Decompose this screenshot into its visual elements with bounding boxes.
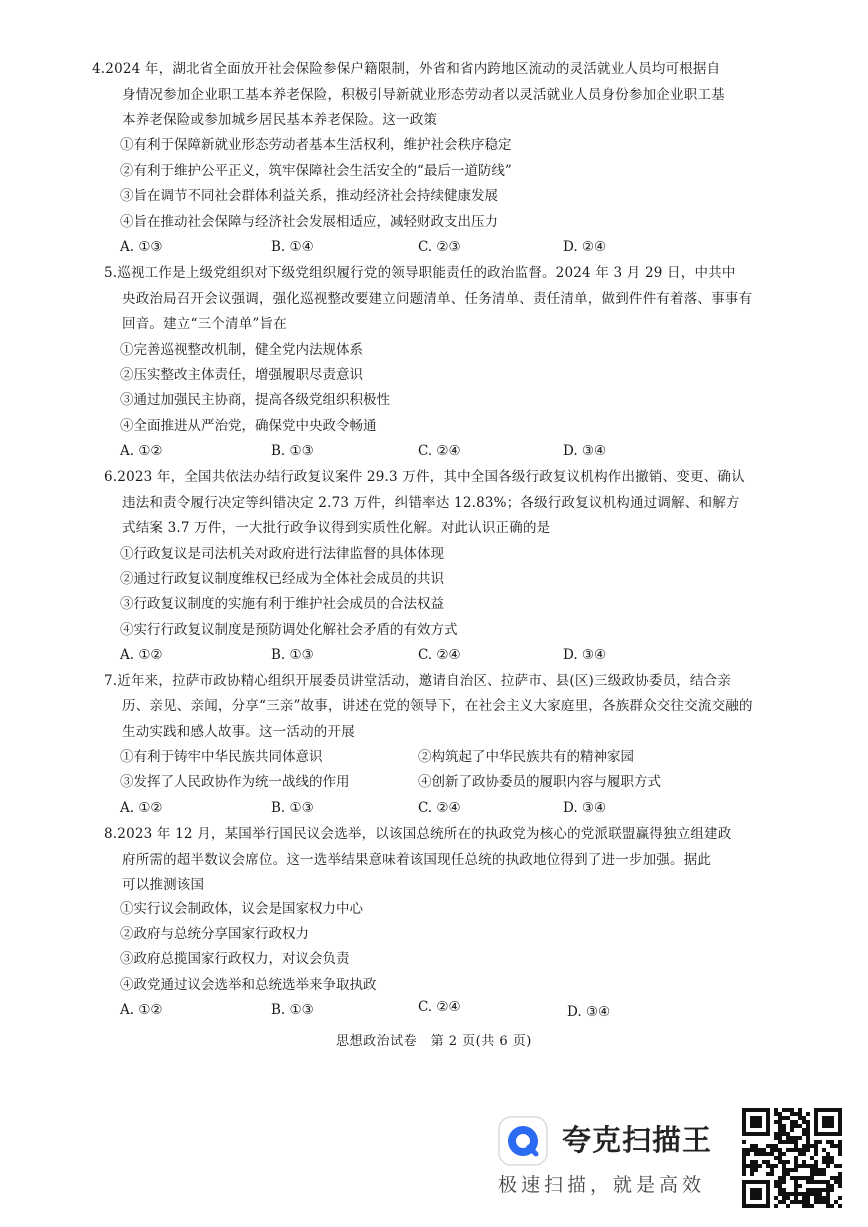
statement-option: ③旨在调节不同社会群体利益关系，推动经济社会持续健康发展 [120, 188, 498, 204]
page-footer: 思想政治试卷 第 2 页(共 6 页) [336, 1034, 532, 1049]
question-stem-line: 回音。建立“三个清单”旨在 [122, 316, 287, 332]
statement-option: ③行政复议制度的实施有利于维护社会成员的合法权益 [120, 596, 444, 612]
brand-slogan: 极速扫描，就是高效 [498, 1174, 706, 1196]
statement-option: ①完善巡视整改机制，健全党内法规体系 [120, 342, 363, 358]
answer-choice-d: D. ③④ [563, 800, 607, 816]
statement-option: ①实行议会制政体，议会是国家权力中心 [120, 901, 363, 917]
answer-choice-a: A. ①② [120, 800, 163, 816]
answer-choice-a: A. ①② [120, 647, 163, 663]
statement-option: ②通过行政复议制度维权已经成为全体社会成员的共识 [120, 571, 444, 587]
answer-choice-b: B. ①③ [271, 443, 314, 459]
statement-option: ④政党通过议会选举和总统选举来争取执政 [120, 977, 377, 993]
answer-choice-c: C. ②④ [418, 999, 461, 1015]
quark-logo-icon [498, 1116, 548, 1166]
statement-option: ②有利于维护公平正义，筑牢保障社会生活安全的“最后一道防线” [120, 163, 512, 179]
answer-choice-d: D. ③④ [563, 647, 607, 663]
answer-choice-d: D. ②④ [563, 239, 607, 255]
scanner-watermark [496, 1108, 866, 1208]
answer-choice-b: B. ①③ [271, 647, 314, 663]
statement-option: ④全面推进从严治党，确保党中央政令畅通 [120, 418, 377, 434]
answer-choice-b: B. ①③ [271, 1002, 314, 1018]
statement-option: ①行政复议是司法机关对政府进行法律监督的具体体现 [120, 546, 444, 562]
statement-option: ①有利于铸牢中华民族共同体意识 [120, 749, 323, 765]
question-stem-line: 6.2023 年，全国共依法办结行政复议案件 29.3 万件，其中全国各级行政复议机构作出撤销、变更、确认 [104, 469, 745, 485]
statement-option: ③通过加强民主协商，提高各级党组织积极性 [120, 392, 390, 408]
answer-choice-d: D. ③④ [563, 443, 607, 459]
question-stem-line: 4.2024 年，湖北省全面放开社会保险参保户籍限制，外省和省内跨地区流动的灵活就业人员均可根据自 [92, 61, 721, 77]
statement-option: ③发挥了人民政协作为统一战线的作用 [120, 774, 350, 790]
statement-option: ②压实整改主体责任，增强履职尽责意识 [120, 367, 363, 383]
answer-choice-b: B. ①④ [271, 239, 314, 255]
answer-choice-c: C. ②③ [418, 239, 461, 255]
statement-option: ①有利于保障新就业形态劳动者基本生活权利，维护社会秩序稳定 [120, 137, 512, 153]
question-stem-line: 生动实践和感人故事。这一活动的开展 [122, 724, 355, 740]
statement-option: ③政府总揽国家行政权力，对议会负责 [120, 951, 350, 967]
answer-choice-c: C. ②④ [418, 443, 461, 459]
answer-choice-d: D. ③④ [567, 1004, 611, 1020]
qr-code-icon [742, 1108, 842, 1208]
answer-choice-a: A. ①② [120, 1002, 163, 1018]
question-stem-line: 身情况参加企业职工基本养老保险，积极引导新就业形态劳动者以灵活就业人员身份参加企业职工基 [122, 87, 725, 103]
question-stem-line: 7.近年来，拉萨市政协精心组织开展委员讲堂活动，邀请自治区、拉萨市、县(区)三级政协委员，结合亲 [104, 673, 732, 689]
answer-choice-a: A. ①② [120, 443, 163, 459]
question-stem-line: 历、亲见、亲闻，分享“三亲”故事，讲述在党的领导下，在社会主义大家庭里，各族群众交往交流交融的 [122, 698, 753, 714]
statement-option: ②政府与总统分享国家行政权力 [120, 926, 309, 942]
statement-option: ④实行行政复议制度是预防调处化解社会矛盾的有效方式 [120, 622, 458, 638]
question-stem-line: 可以推测该国 [122, 877, 205, 893]
statement-option: ④旨在推动社会保障与经济社会发展相适应，减轻财政支出压力 [120, 214, 498, 230]
answer-choice-c: C. ②④ [418, 647, 461, 663]
answer-choice-b: B. ①③ [271, 800, 314, 816]
question-stem-line: 本养老保险或参加城乡居民基本养老保险。这一政策 [122, 112, 438, 128]
question-stem-line: 违法和责令履行决定等纠错决定 2.73 万件，纠错率达 12.83%；各级行政复议机构通过调解、和解方 [122, 495, 740, 511]
question-stem-line: 5.巡视工作是上级党组织对下级党组织履行党的领导职能责任的政治监督。2024 年 3 月 29 日，中共中 [104, 265, 736, 281]
answer-choice-a: A. ①③ [120, 239, 163, 255]
question-stem-line: 式结案 3.7 万件，一大批行政争议得到实质性化解。对此认识正确的是 [122, 520, 551, 536]
answer-choice-c: C. ②④ [418, 800, 461, 816]
question-stem-line: 8.2023 年 12 月，某国举行国民议会选举，以该国总统所在的执政党为核心的党派联盟赢得独立组建政 [104, 826, 732, 842]
brand-name: 夸克扫描王 [562, 1123, 713, 1157]
statement-option: ④创新了政协委员的履职内容与履职方式 [418, 774, 661, 790]
question-stem-line: 央政治局召开会议强调，强化巡视整改要建立问题清单、任务清单、责任清单，做到件件有着落、事事有 [122, 291, 753, 307]
question-stem-line: 府所需的超半数议会席位。这一选举结果意味着该国现任总统的执政地位得到了进一步加强。据此 [122, 852, 712, 868]
statement-option: ②构筑起了中华民族共有的精神家园 [418, 749, 634, 765]
